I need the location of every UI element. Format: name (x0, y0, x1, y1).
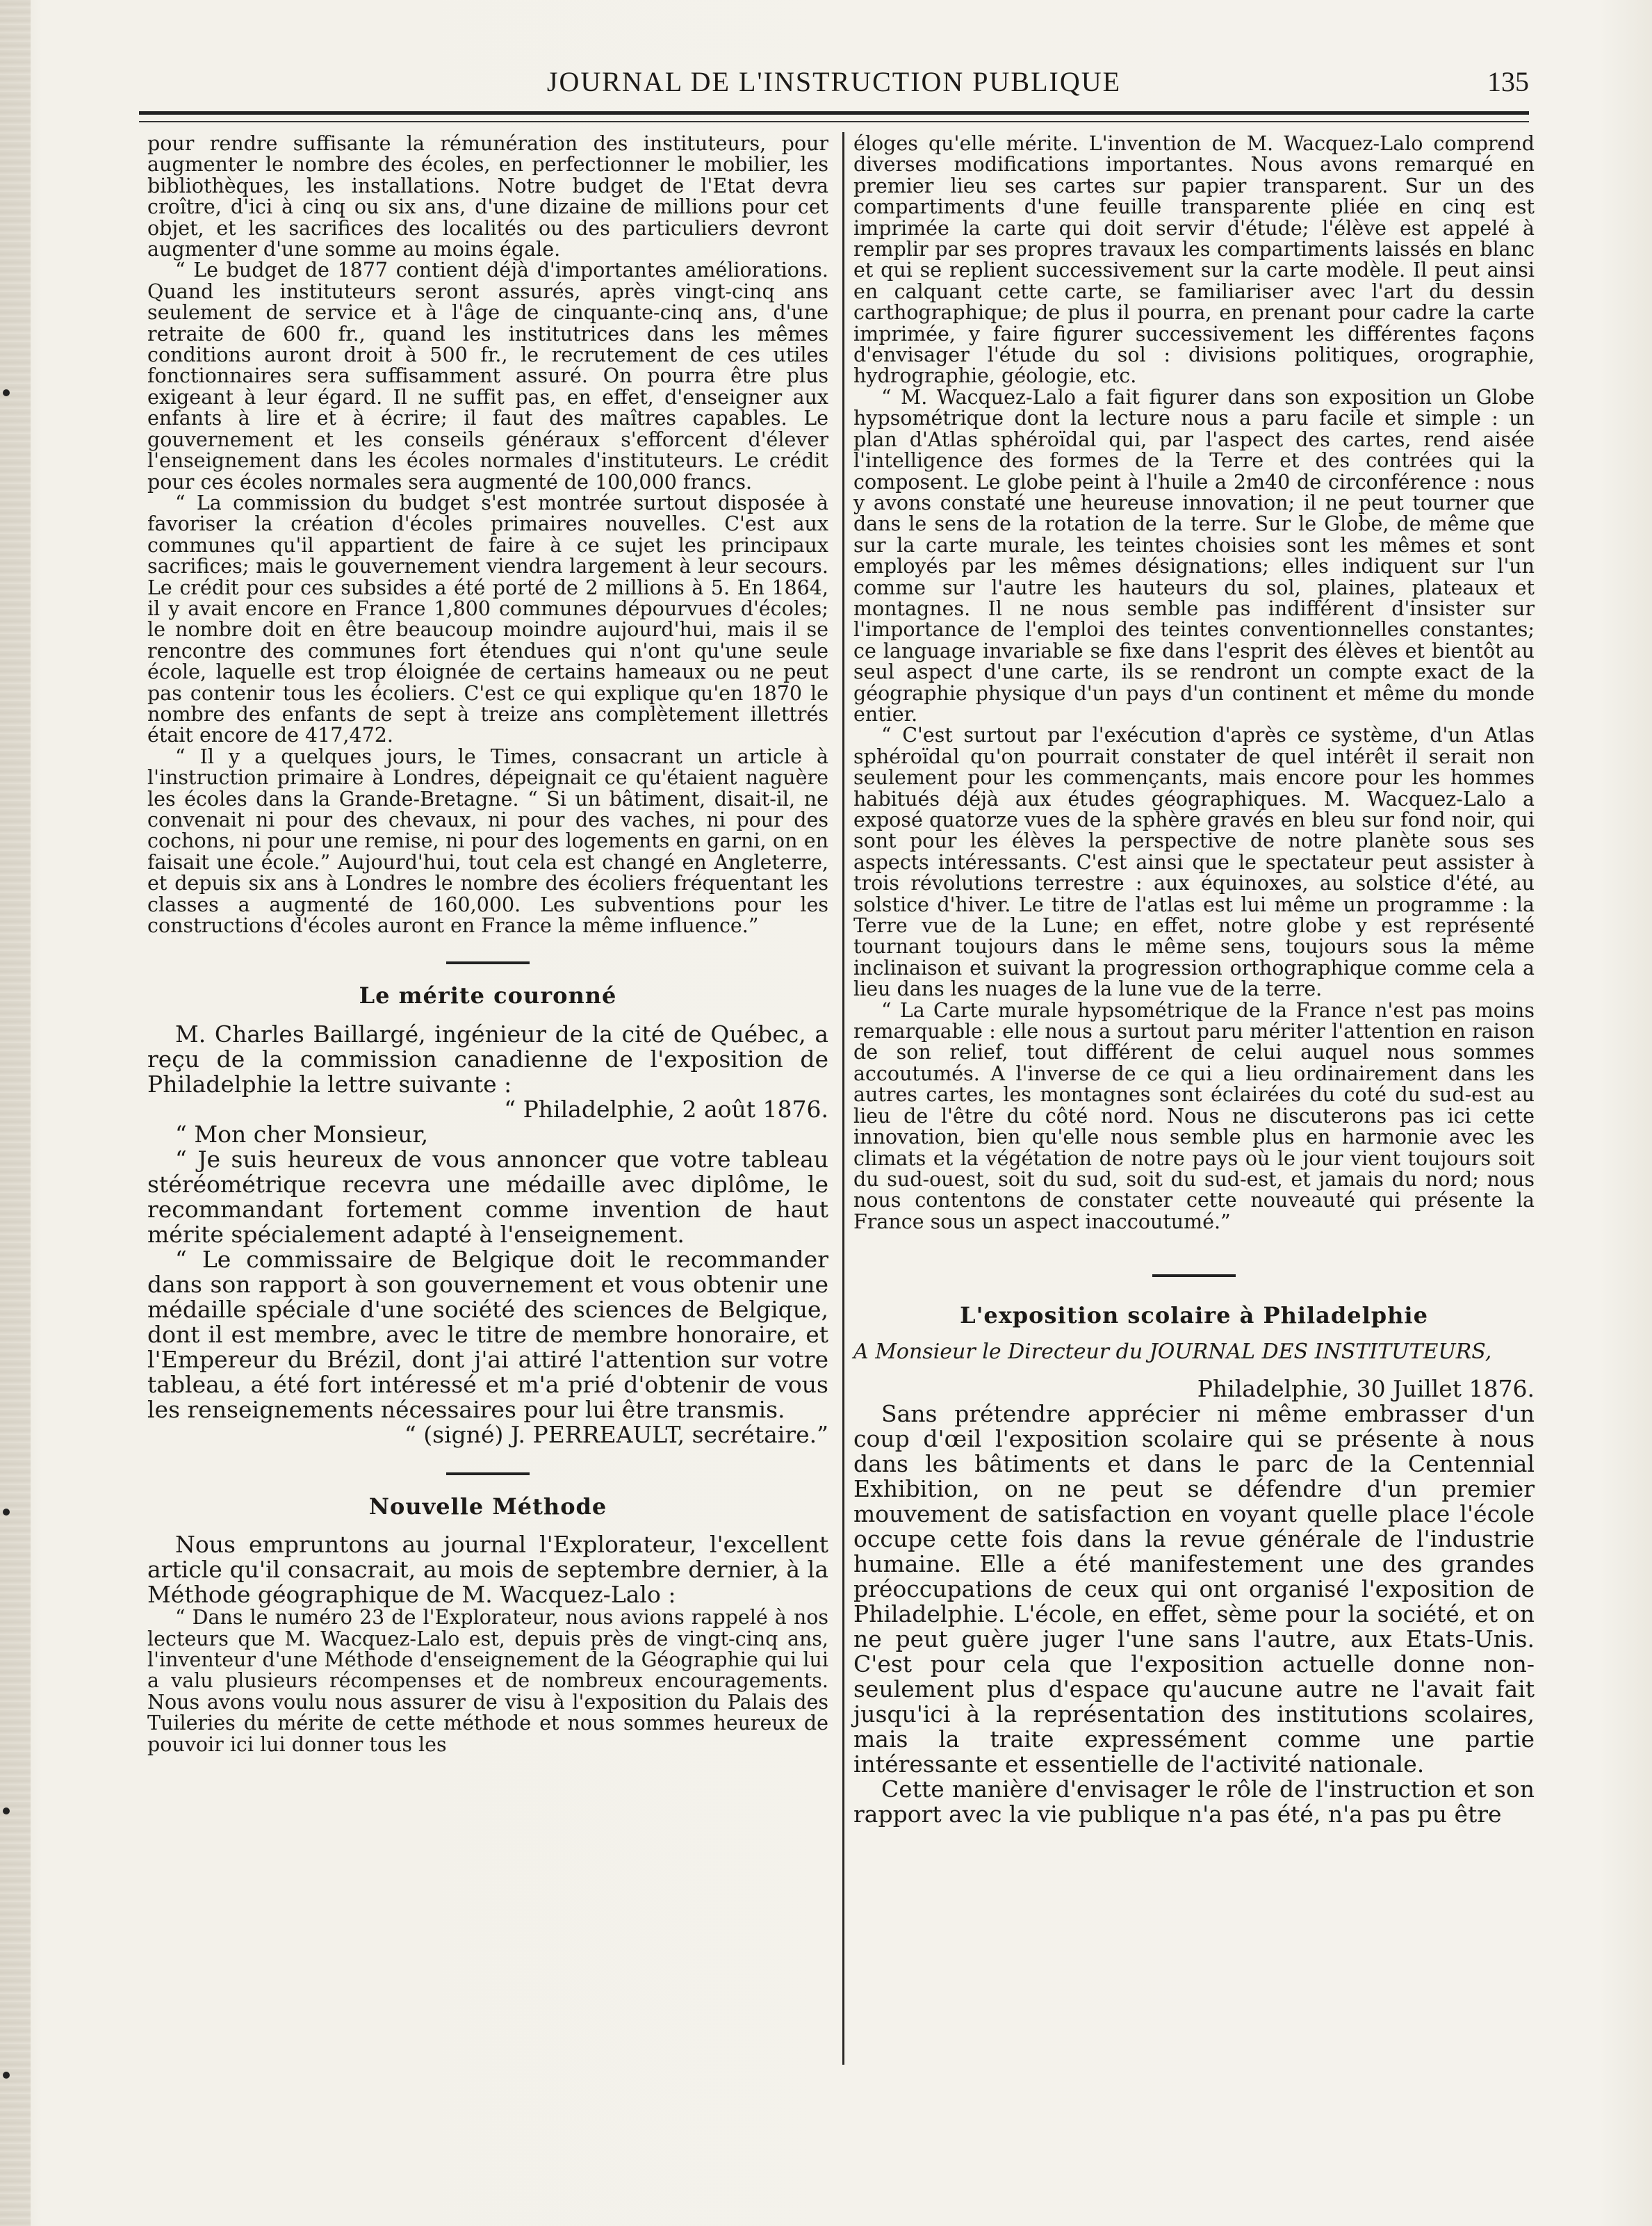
article-paragraph: Nous empruntons au journal l'Explorateur, l'excellent article qu'il consacrait, au mois de septembre dernier, à la Méthode géographique de M. Wacquez-Lalo : (147, 1531, 828, 1609)
header-rule-thin (139, 121, 1529, 122)
article-paragraph: pour rendre suffisante la rémunération des instituteurs, pour augmenter le nombre des écoles, en perfectionner le mobilier, les bibliothèques, les installations. Notre budget de l'Etat devra croître, d'ici à cinq ou six ans, d'une dizaine de millions pour cet objet, et les sacrifices des localités ou des particuliers devront augmenter d'une somme au moins égale. (147, 132, 828, 261)
margin-mark (3, 2072, 10, 2079)
section-separator (1152, 1274, 1236, 1277)
letter-dedication: A Monsieur le Directeur du JOURNAL DES INSTITUTEURS, (853, 1339, 1492, 1364)
article-paragraph: “ M. Wacquez-Lalo a fait figurer dans son exposition un Globe hypsométrique dont la lecture nous a paru facile et simple : un plan d'Atlas sphéroïdal qui, par l'aspect des cartes, rend aisée l'intelligence des formes de la Terre et des contrées qui la composent. Le globe peint à l'huile a 2m40 de circonférence : nous y avons constaté une heureuse innovation; il ne peut tourner que dans le sens de la rotation de la terre. Sur le Globe, de même que sur la carte murale, les teintes choisies sont les mêmes et sont employés par les mêmes désignations; elles indiquent sur l'un comme sur l'autre les hauteurs du sol, plaines, plateaux et montagnes. Il ne nous semble pas indifférent d'insister sur l'importance de l'emploi des teintes conventionnelles constantes; ce language invariable se fixe dans l'esprit des élèves et bientôt au seul aspect d'une carte, ils se rendront un compte exact de la géographie physique d'un pays d'un continent et même du monde entier. (853, 385, 1535, 726)
journal-title: JOURNAL DE L'INSTRUCTION PUBLIQUE (546, 66, 1122, 97)
letter-date: “ Philadelphie, 2 août 1876. (504, 1095, 828, 1123)
margin-mark (3, 1807, 10, 1814)
letter-signature: “ (signé) J. PERREAULT, secrétaire.” (404, 1420, 828, 1448)
left-column (147, 133, 828, 1755)
right-column (853, 133, 1535, 1827)
article-paragraph: M. Charles Baillargé, ingénieur de la cité de Québec, a reçu de la commission canadienne de l'exposition de Philadelphie la lettre suivante : (147, 1020, 828, 1098)
section-separator (446, 1472, 530, 1475)
letter-date: Philadelphie, 30 Juillet 1876. (1197, 1374, 1535, 1402)
article-paragraph: “ Le budget de 1877 contient déjà d'importantes améliorations. Quand les instituteurs seront assurés, après vingt-cinq ans seulement de service et à l'âge de cinquante-cinq ans, d'une retraite de 600 fr., quand les institutrices dans les mêmes conditions auront droit à 500 fr., le recrutement de ces utiles fonctionnaires sera suffisamment assuré. On pourra être plus exigeant à leur égard. Il ne suffit pas, en effet, d'enseigner aux enfants à lire et à écrire; il faut des maîtres capables. Le gouvernement et les conseils généraux s'efforcent d'élever l'enseignement dans les écoles normales d'instituteurs. Le crédit pour ces écoles normales sera augmenté de 100,000 francs. (147, 259, 828, 494)
margin-mark (3, 389, 10, 396)
article-paragraph: éloges qu'elle mérite. L'invention de M. Wacquez-Lalo comprend diverses modifications importantes. Nous avons remarqué en premier lieu ses cartes sur papier transparent. Sur un des compartiments d'une feuille transparente pliée en cinq est imprimée la carte qui doit servir d'étude; l'élève est appelé à remplir par ses propres travaux les compartiments laissés en blanc et qui se replient successivement sur la carte modèle. Il peut ainsi en calquant cette carte, se familiariser avec l'art du dessin carthographique; de plus il pourra, en prenant pour cadre la carte imprimée, y faire figurer successivement les différentes façons d'envisager l'étude du sol : divisions politiques, orographie, hydrographie, géologie, etc. (853, 132, 1535, 388)
article-paragraph: “ La Carte murale hypsométrique de la France n'est pas moins remarquable : elle nous a surtout paru mériter l'attention en raison de son relief, tout différent de celui auquel nous sommes accoutumés. A l'inverse de ce qui a lieu ordinairement dans les autres cartes, les montagnes sont éclairées du coté du sud-est au lieu de l'être du côté nord. Nous ne discuterons pas ici cette innovation, bien qu'elle nous semble plus en harmonie avec les climats et la végétation de notre pays où le jour vient toujours soit du sud-ouest, soit du sud, soit du sud-est, et jamais du nord; nous nous contentons de constater cette nouveauté qui présente la France sous un aspect inaccoutumé.” (853, 998, 1535, 1233)
article-paragraph: Cette manière d'envisager le rôle de l'instruction et son rapport avec la vie publique n'a pas été, n'a pas pu être (853, 1775, 1535, 1828)
article-paragraph: “ C'est surtout par l'exécution d'après ce système, d'un Atlas sphéroïdal qu'on pourrait constater de quel intérêt il serait non seulement pour les commençants, mais encore pour les hommes habitués déjà aux études géographiques. M. Wacquez-Lalo a exposé quatorze vues de la sphère gravés en bleu sur fond noir, qui sont pour les élèves la perspective de notre planète sous ses aspects intéressants. C'est ainsi que le spectateur peut assister à trois révolutions terrestre : aux équinoxes, au solstice d'été, au solstice d'hiver. Le titre de l'atlas est lui même un programme : la Terre vue de la Lune; en effet, notre globe y est représenté tournant toujours dans le même sens, toujours sous la même inclinaison et suivant la progression orthographique comme cela a lieu dans les nuages de la lune vue de la terre. (853, 724, 1535, 1001)
section-separator (446, 961, 530, 964)
page-number: 135 (1487, 66, 1529, 97)
letter-salutation: “ Mon cher Monsieur, (175, 1120, 429, 1148)
article-paragraph: “ Il y a quelques jours, le Times, consacrant un article à l'instruction primaire à Londres, dépeignait ce qu'étaient naguère les écoles dans la Grande-Bretagne. “ Si un bâtiment, disait-il, ne convenait ni pour des chevaux, ni pour des vaches, ni pour des cochons, ni pour une remise, ni pour des logements en garni, on en faisait une école.” Aujourd'hui, tout cela est changé en Angleterre, et depuis six ans à Londres le nombre des écoliers fréquentant les classes a augmenté de 160,000. Les subventions pour les constructions d'écoles auront en France la même influence.” (147, 745, 828, 938)
column-divider (842, 132, 844, 2065)
section-title-exposition: L'exposition scolaire à Philadelphie (960, 1302, 1428, 1329)
section-title-methode: Nouvelle Méthode (368, 1493, 607, 1520)
page-binding-edge (0, 0, 31, 2226)
article-paragraph: “ Dans le numéro 23 de l'Explorateur, nous avions rappelé à nos lecteurs que M. Wacquez-Lalo est, depuis près de vingt-cinq ans, l'inventeur d'une Méthode d'enseignement de la Géographie qui lui a valu plusieurs récompenses et de nombreux encouragements. Nous avons voulu nous assurer de visu à l'exposition du Palais des Tuileries du mérite de cette méthode et nous sommes heureux de pouvoir ici lui donner tous les (147, 1606, 828, 1756)
margin-mark (3, 1509, 10, 1516)
article-paragraph: “ La commission du budget s'est montrée surtout disposée à favoriser la création d'écoles primaires nouvelles. C'est aux communes qu'il appartient de faire à ce sujet les principaux sacrifices; mais le gouvernement viendra largement à leur secours. Le crédit pour ces subsides a été porté de 2 millions à 5. En 1864, il y avait encore en France 1,800 communes dépourvues d'écoles; le nombre doit en être beaucoup moindre aujourd'hui, mais il se rencontre des communes fort étendues qui n'ont qu'une seule école, laquelle est trop éloignée de certains hameaux ou ne peut pas contenir tous les écoliers. C'est ce qui explique qu'en 1870 le nombre des enfants de sept à treize ans complètement illettrés était encore de 417,472. (147, 491, 828, 747)
letter-paragraph: “ Le commissaire de Belgique doit le recommander dans son rapport à son gouvernement et vous obtenir une médaille spéciale d'une société des sciences de Belgique, dont il est membre, avec le titre de membre honoraire, et l'Empereur du Brézil, dont j'ai attiré l'attention sur votre tableau, a été fort intéressé et m'a prié d'obtenir de vous les renseignements nécessaires pour lui être transmis. (147, 1245, 828, 1423)
section-title-merite: Le mérite couronné (359, 982, 617, 1009)
article-paragraph: Sans prétendre apprécier ni même embrasser d'un coup d'œil l'exposition scolaire qui se présente à nous dans les bâtiments et dans le parc de la Centennial Exhibition, on ne peut se défendre d'un premier mouvement de satisfaction en voyant quelle place l'école occupe cette fois dans la revue générale de l'industrie humaine. Elle a été manifestement une des grandes préoccupations de ceux qui ont organisé l'exposition de Philadelphie. L'école, en effet, sème pour la société, et on ne peut guère juger l'une sans l'autre, aux Etats-Unis. C'est pour cela que l'exposition actuelle donne non-seulement plus d'espace qu'aucune autre ne l'avait fait jusqu'ici à la représentation des institutions scolaires, mais la traite expressément comme une partie intéressante et essentielle de l'activité nationale. (853, 1399, 1535, 1778)
header-rule-thick (139, 111, 1529, 115)
page-header (139, 65, 1529, 107)
letter-paragraph: “ Je suis heureux de vous annoncer que votre tableau stéréométrique recevra une médaille avec diplôme, le recommandant fortement comme invention de haut mérite spécialement adapté à l'enseignement. (147, 1145, 828, 1248)
